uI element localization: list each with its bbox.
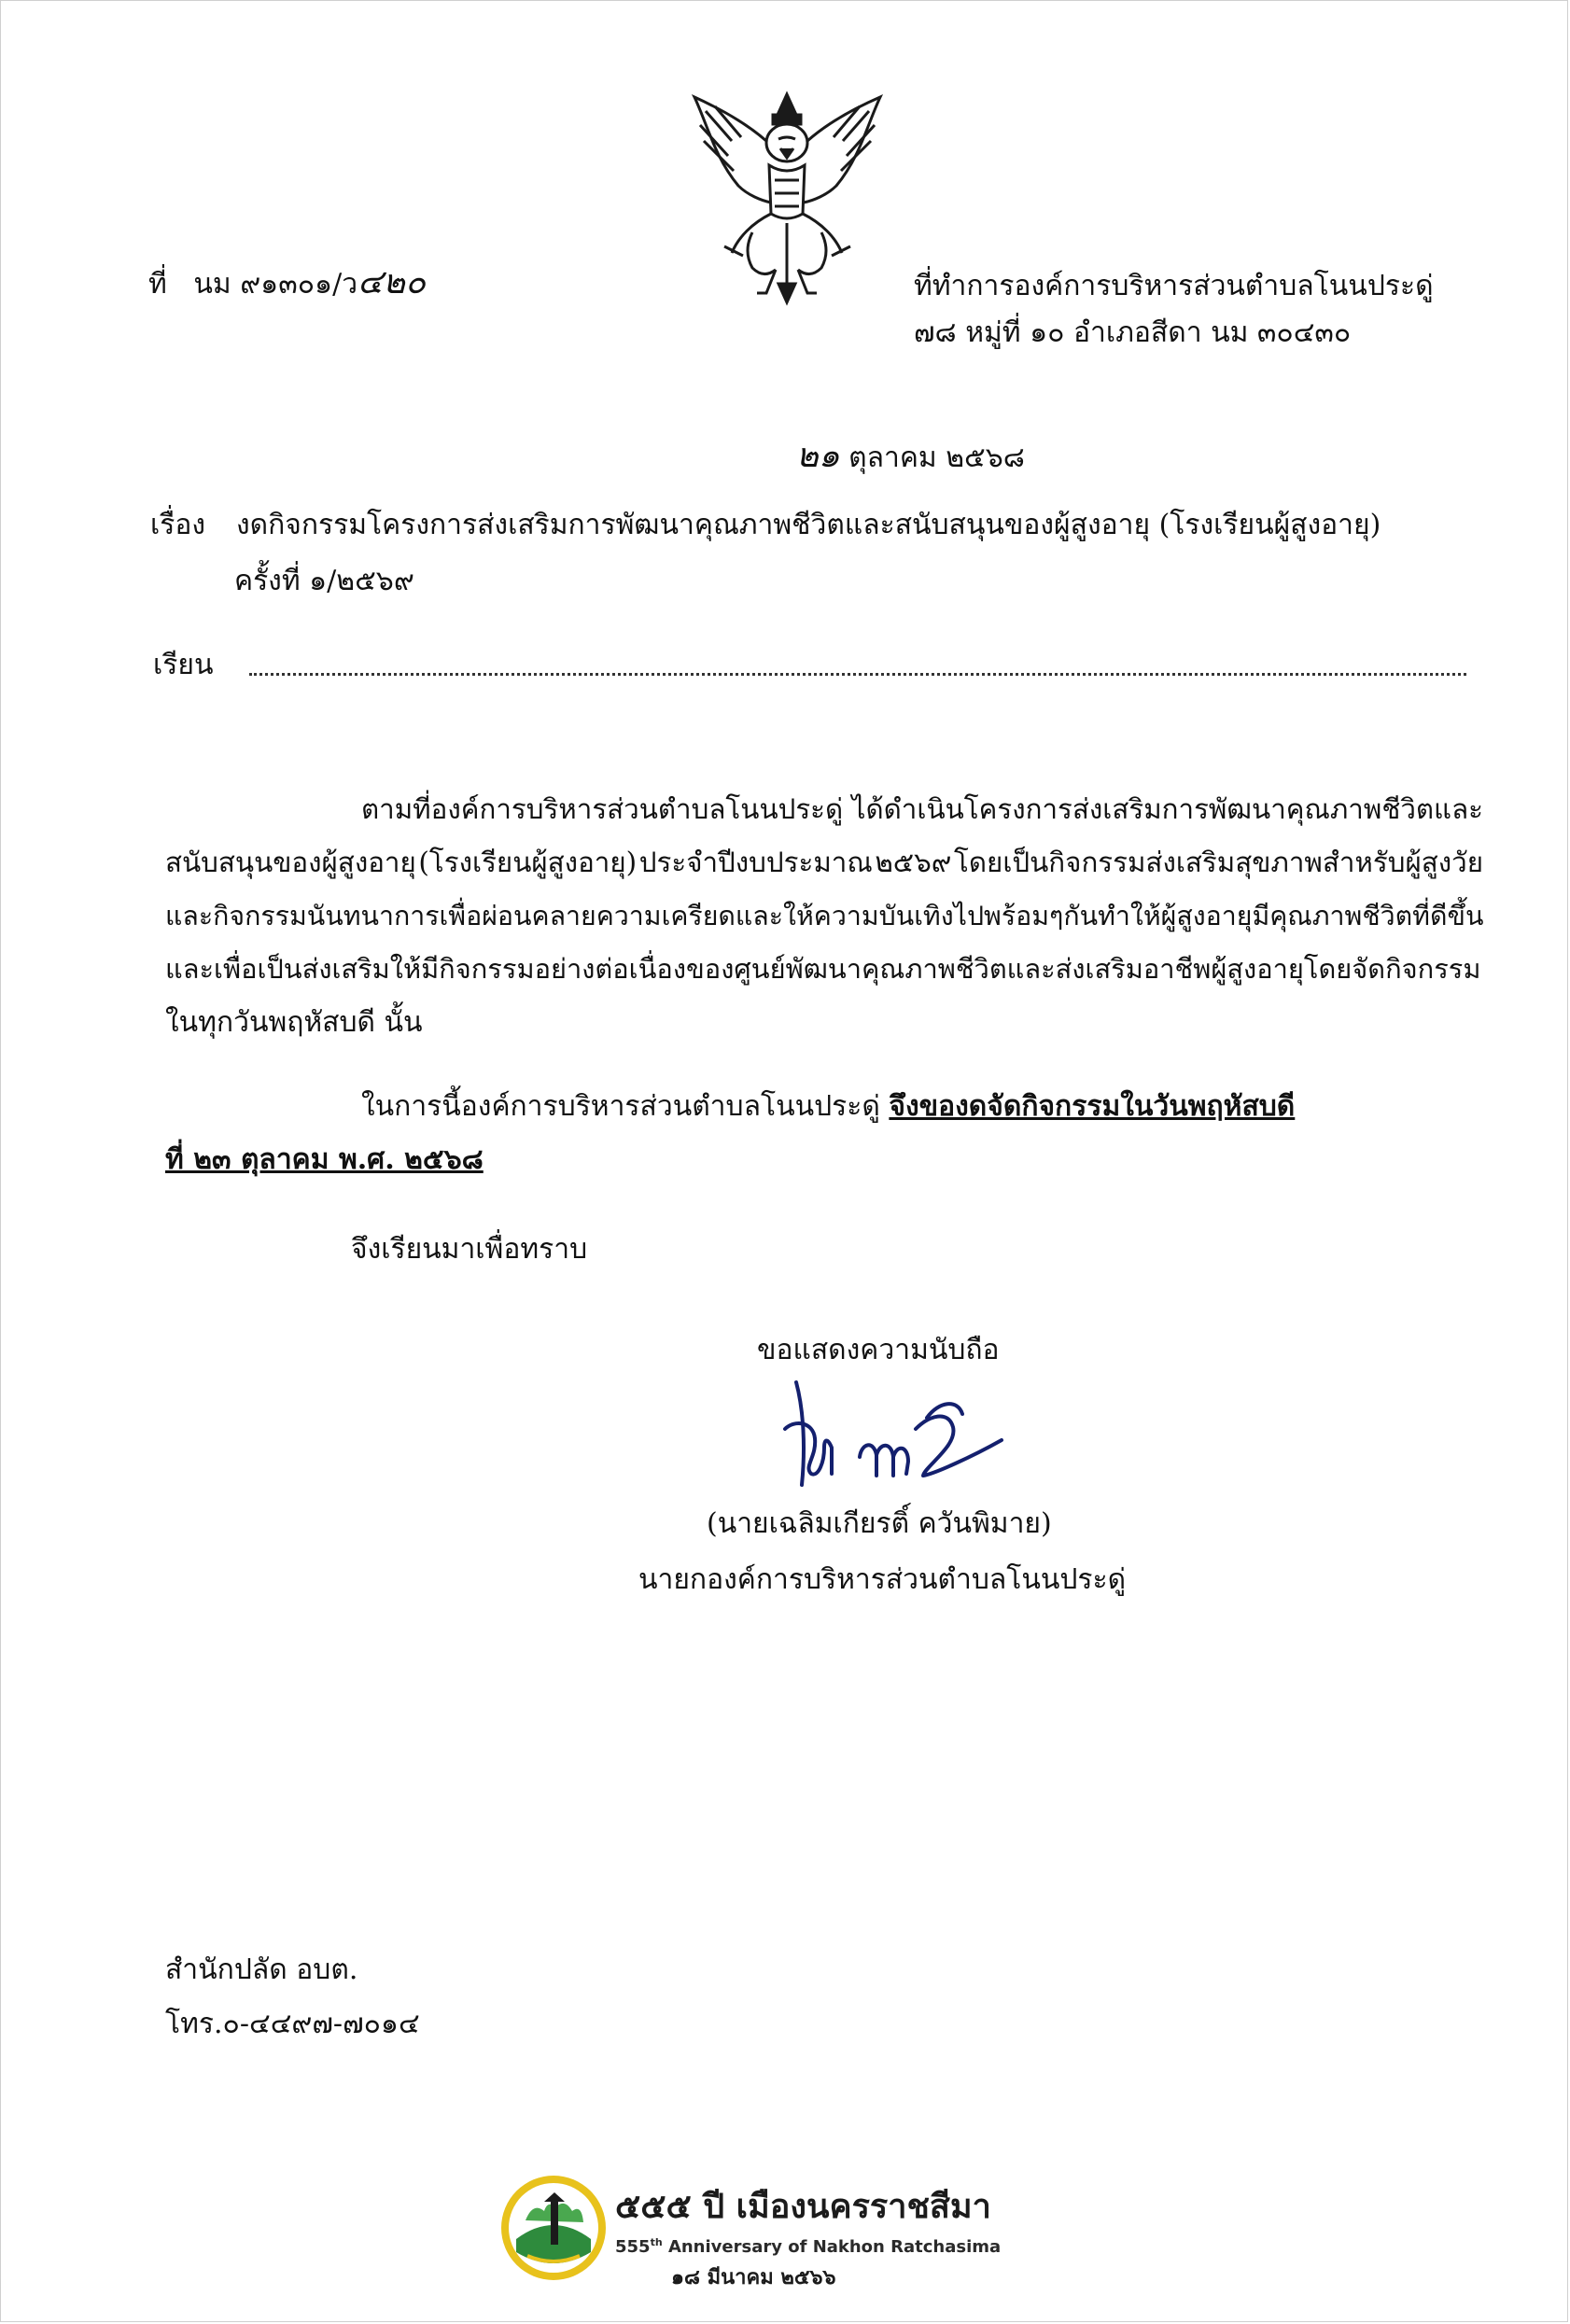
reference-number [148, 262, 426, 302]
date-month-year: ตุลาคม ๒๕๖๘ [839, 441, 1025, 474]
cancellation-notice: จึงของดจัดกิจกรรมในวันพฤหัสบดี [889, 1090, 1296, 1123]
footer-anniversary-text [615, 2179, 1001, 2293]
paragraph-word: สนับสนุนของผู้สูงอายุ [165, 847, 416, 878]
paragraph-word: ประจำปีงบประมาณ [638, 847, 873, 878]
date-day-handwritten: ๒๑ [796, 437, 840, 475]
paragraph-line: ในทุกวันพฤหัสบดี นั้น [165, 1006, 423, 1039]
paragraph-line [165, 836, 1483, 889]
handwritten-signature [766, 1373, 1046, 1504]
paragraph-line [165, 943, 1483, 996]
footer-ordinal-suffix: th [650, 2236, 663, 2248]
subject-label: เรื่อง [150, 509, 206, 541]
subject-text: งดกิจกรรมโครงการส่งเสริมการพัฒนาคุณภาพชีวิตและสนับสนุนของผู้สูงอายุ (โรงเรียนผู้สูงอายุ) [236, 509, 1381, 541]
paragraph-word: และกิจกรรมนันทนาการเพื่อผ่อนคลายความเครียดและให้ความบันเทิงไปพร้อมๆ [165, 901, 1064, 931]
office-address [914, 270, 1434, 363]
paragraph-word: ตามที่องค์การบริหารส่วนตำบลโนนประดู่ [361, 793, 844, 825]
footer-anniversary-number: 555 [615, 2237, 651, 2257]
to-recipient-blank [249, 673, 1466, 676]
to-label: เรียน [153, 649, 214, 681]
cancellation-date: ที่ ๒๓ ตุลาคม พ.ศ. ๒๕๖๘ [165, 1143, 484, 1176]
signer-name: (นายเฉลิมเกียรติ์ ควันพิมาย) [707, 1507, 1052, 1540]
closing-request: จึงเรียนมาเพื่อทราบ [351, 1233, 588, 1266]
footer-anniversary-phrase: Anniversary of Nakhon Ratchasima [662, 2237, 1002, 2257]
paragraph-line [165, 889, 1483, 943]
office-address-line: ๗๘ หมู่ที่ ๑๐ อำเภอสีดา นม ๓๐๔๓๐ [914, 316, 1352, 349]
paragraph-word: ๒๕๖๙ [875, 847, 952, 878]
paragraph-word: และเพื่อเป็นส่งเสริมให้มีกิจกรรมอย่างต่อเนื่องของศูนย์พัฒนาคุณภาพชีวิตและส่งเสริมอาชีพผู้สูงอายุโดยจัดกิจกรรม [165, 953, 1481, 985]
salutation: ขอแสดงความนับถือ [757, 1334, 1000, 1366]
reference-handwritten-number: ๔๒๐ [357, 263, 426, 301]
footer-anniversary-date: ๑๘ มีนาคม ๒๕๖๖ [671, 2266, 836, 2289]
subject-continuation: ครั้งที่ ๑/๒๕๖๙ [234, 565, 414, 597]
paragraph-line [165, 783, 1483, 836]
paragraph-word: กัน [1063, 901, 1099, 931]
reference-prefix: ที่ [148, 268, 167, 301]
signer-title: นายกองค์การบริหารส่วนตำบลโนนประดู่ [638, 1563, 1127, 1596]
paragraph-word: โดยเป็นกิจกรรมส่งเสริมสุขภาพสำหรับผู้สูงวัย [954, 847, 1483, 878]
reference-code: นม ๙๑๓๐๑/ว [193, 268, 358, 301]
garuda-emblem-icon [687, 83, 888, 307]
office-name: ที่ทำการองค์การบริหารส่วนตำบลโนนประดู่ [914, 270, 1434, 302]
paragraph-2-text: ในการนี้องค์การบริหารส่วนตำบลโนนประดู่ [361, 1090, 890, 1123]
paragraph-word: ทำให้ผู้สูงอายุมีคุณภาพชีวิตที่ดีขึ้น [1098, 901, 1484, 931]
document-date [796, 436, 1025, 476]
footer-anniversary-thai: ๕๕๕ ปี เมืองนครราชสีมา [615, 2188, 991, 2226]
korat-anniversary-logo-icon [499, 2174, 608, 2282]
footer-anniversary-english [615, 2236, 1001, 2257]
body-paragraph-1 [165, 783, 1483, 1049]
phone-number: โทร.๐-๔๔๙๗-๗๐๑๔ [165, 2008, 420, 2040]
paragraph-word: (โรงเรียนผู้สูงอายุ) [418, 847, 638, 878]
body-paragraph-2 [165, 1080, 1483, 1186]
department: สำนักปลัด อบต. [165, 1953, 358, 1986]
paragraph-word: ได้ดำเนินโครงการส่งเสริมการพัฒนาคุณภาพชีวิตและ [851, 793, 1483, 825]
